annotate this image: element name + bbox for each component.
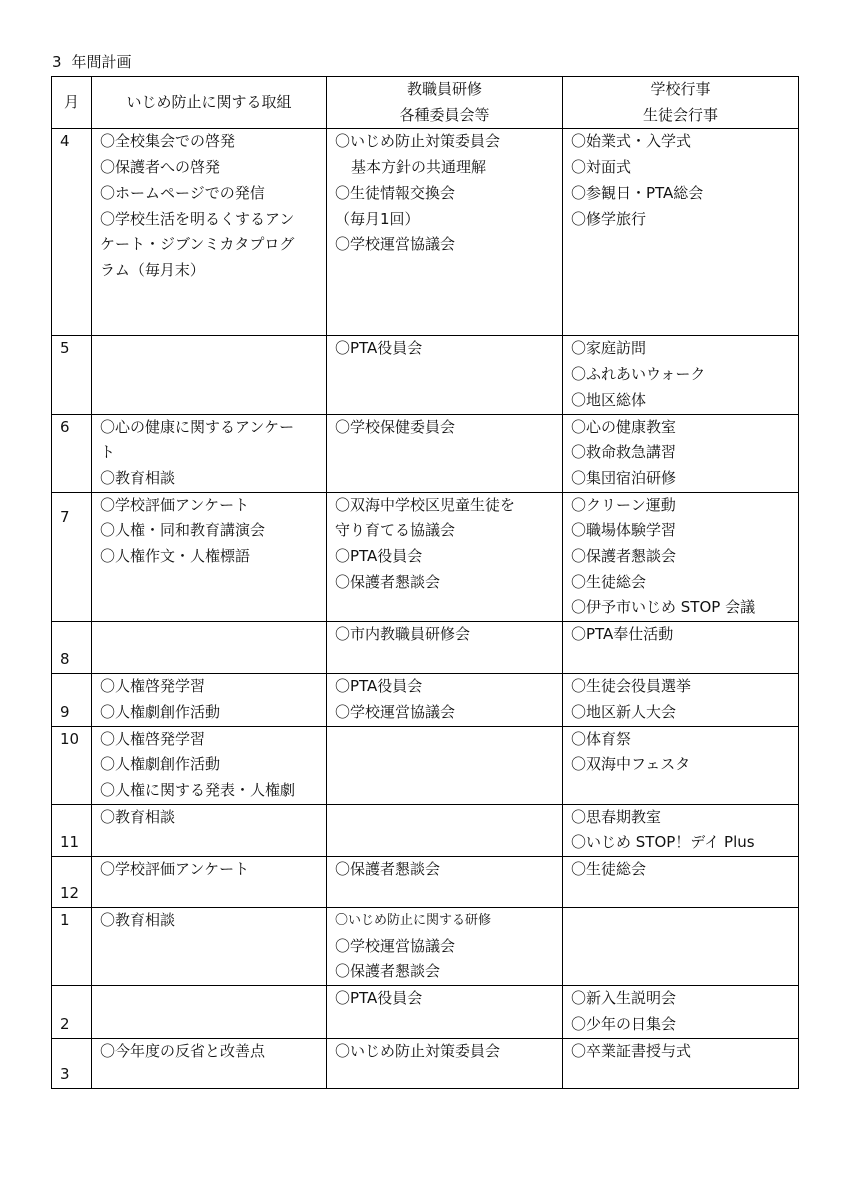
events-item: 〇体育祭	[571, 729, 632, 748]
events-cell	[563, 336, 799, 414]
events-item: 〇思春期教室	[571, 807, 662, 826]
events-item: 〇参観日・PTA総会	[571, 183, 704, 202]
bullying-item: 〇人権劇創作活動	[100, 702, 221, 721]
bullying-item: 〇人権啓発学習	[100, 677, 206, 696]
events-item: 〇始業式・入学式	[571, 132, 692, 151]
month-cell: 3	[52, 1038, 92, 1088]
events-item: 〇修学旅行	[571, 209, 647, 228]
events-item: 〇卒業証書授与式	[571, 1041, 692, 1060]
table-row	[52, 857, 799, 908]
staff-item: 〇生徒情報交換会	[335, 183, 456, 202]
events-item: 〇少年の日集会	[571, 1014, 677, 1033]
staff-item: 〇保護者懇談会	[335, 572, 441, 591]
events-item: 〇生徒総会	[571, 572, 647, 591]
bullying-item: ケート・ジブンミカタプログ	[100, 235, 295, 254]
month-cell: 1	[52, 908, 92, 986]
events-item: 〇家庭訪問	[571, 339, 647, 358]
header-bullying-prevention: いじめ防止に関する取組	[92, 77, 327, 129]
staff-item: 〇PTA役員会	[335, 677, 423, 696]
staff-item: 〇いじめ防止対策委員会	[335, 132, 501, 151]
bullying-cell	[92, 492, 327, 622]
staff-cell	[327, 492, 563, 622]
staff-cell	[327, 129, 563, 336]
staff-item: 〇双海中学校区児童生徒を	[335, 495, 516, 514]
events-item: 〇地区新人大会	[571, 702, 677, 721]
section-number: 3	[52, 53, 62, 71]
table-row	[52, 804, 799, 856]
events-item: 〇いじめ STOP！デイ Plus	[571, 833, 755, 852]
events-cell	[563, 129, 799, 336]
staff-cell	[327, 857, 563, 908]
bullying-item: 〇今年度の反省と改善点	[100, 1041, 266, 1060]
events-cell	[563, 622, 799, 674]
events-cell	[563, 986, 799, 1038]
events-item: 〇新入生説明会	[571, 989, 677, 1008]
staff-item: 〇PTA役員会	[335, 547, 423, 566]
bullying-cell	[92, 1038, 327, 1088]
bullying-item: 〇保護者への啓発	[100, 158, 221, 177]
events-item: 〇救命救急講習	[571, 443, 677, 462]
bullying-item: 〇人権・同和教育講演会	[100, 521, 266, 540]
staff-item: 〇PTA役員会	[335, 339, 423, 358]
events-item: 〇クリーン運動	[571, 495, 676, 514]
staff-cell	[327, 804, 563, 856]
staff-item: 〇学校運営協議会	[335, 235, 456, 254]
events-cell	[563, 492, 799, 622]
table-body	[52, 129, 799, 1088]
staff-item: 基本方針の共通理解	[351, 158, 487, 177]
events-cell	[563, 726, 799, 804]
bullying-cell	[92, 622, 327, 674]
header-events-line2: 生徒会行事	[642, 105, 718, 124]
header-events-line1: 学校行事	[650, 80, 711, 98]
bullying-item: 〇学校評価アンケート	[100, 860, 250, 879]
events-cell	[563, 857, 799, 908]
month-cell: 4	[52, 129, 92, 336]
staff-cell	[327, 908, 563, 986]
table-row	[52, 622, 799, 674]
bullying-item: 〇ホームページでの発信	[100, 183, 265, 202]
bullying-item: 〇教育相談	[100, 911, 176, 930]
staff-cell	[327, 1038, 563, 1088]
month-cell: 10	[52, 726, 92, 804]
header-staff-line1: 教職員研修	[406, 80, 482, 98]
bullying-item: ラム（毎月末）	[100, 260, 205, 279]
table-row	[52, 492, 799, 622]
bullying-cell	[92, 986, 327, 1038]
month-cell: 2	[52, 986, 92, 1038]
staff-cell	[327, 414, 563, 492]
table-row	[52, 414, 799, 492]
events-item: 〇生徒総会	[571, 860, 647, 879]
events-item: 〇心の健康教室	[571, 417, 677, 436]
staff-item: 〇学校運営協議会	[335, 936, 456, 955]
staff-item: 〇いじめ防止対策委員会	[335, 1041, 501, 1060]
table-header-row	[52, 77, 799, 129]
staff-item: 〇学校保健委員会	[335, 417, 456, 436]
month-cell: 8	[52, 622, 92, 674]
staff-item: 〇いじめ防止に関する研修	[335, 913, 492, 929]
events-item: 〇PTA奉仕活動	[571, 625, 674, 644]
events-cell	[563, 414, 799, 492]
table-row	[52, 1038, 799, 1088]
header-staff-training	[327, 77, 563, 129]
staff-item: 〇学校運営協議会	[335, 702, 456, 721]
header-school-events	[563, 77, 799, 129]
month-cell: 12	[52, 857, 92, 908]
table-row	[52, 336, 799, 414]
events-item: 〇ふれあいウォーク	[571, 365, 706, 384]
bullying-item: 〇人権作文・人権標語	[100, 547, 251, 566]
month-cell: 5	[52, 336, 92, 414]
staff-item: 〇保護者懇談会	[335, 962, 441, 981]
events-cell	[563, 804, 799, 856]
events-item: 〇対面式	[571, 158, 632, 177]
table-row	[52, 726, 799, 804]
section-heading	[52, 52, 132, 72]
staff-cell	[327, 674, 563, 726]
events-item: 〇集団宿泊研修	[571, 468, 677, 487]
events-item: 〇伊予市いじめ STOP 会議	[571, 598, 756, 617]
month-cell: 9	[52, 674, 92, 726]
bullying-item: 〇全校集会での啓発	[100, 132, 236, 151]
table-row	[52, 129, 799, 336]
header-month: 月	[52, 77, 92, 129]
bullying-item: 〇教育相談	[100, 468, 176, 487]
staff-item: 〇保護者懇談会	[335, 860, 441, 879]
events-cell	[563, 674, 799, 726]
bullying-cell	[92, 129, 327, 336]
bullying-cell	[92, 804, 327, 856]
bullying-item: 〇教育相談	[100, 807, 176, 826]
month-cell: 11	[52, 804, 92, 856]
staff-item: 守り育てる協議会	[335, 521, 456, 540]
bullying-item: 〇学校評価アンケート	[100, 495, 250, 514]
table-row	[52, 908, 799, 986]
section-title: 年間計画	[71, 53, 132, 71]
table-row	[52, 986, 799, 1038]
staff-cell	[327, 622, 563, 674]
staff-cell	[327, 726, 563, 804]
bullying-item: 〇人権啓発学習	[100, 729, 206, 748]
table-row	[52, 674, 799, 726]
events-cell	[563, 1038, 799, 1088]
month-cell: 7	[52, 492, 92, 622]
annual-plan-table	[51, 76, 799, 1089]
staff-item: 〇PTA役員会	[335, 989, 423, 1008]
bullying-item: 〇人権劇創作活動	[100, 755, 221, 774]
month-cell: 6	[52, 414, 92, 492]
bullying-cell	[92, 908, 327, 986]
events-cell	[563, 908, 799, 986]
staff-cell	[327, 336, 563, 414]
events-item: 〇地区総体	[571, 390, 647, 409]
events-item: 〇双海中フェスタ	[571, 755, 691, 774]
bullying-item: ト	[100, 443, 116, 462]
events-item: 〇生徒会役員選挙	[571, 677, 692, 696]
header-staff-line2: 各種委員会等	[399, 105, 490, 124]
bullying-item: 〇人権に関する発表・人権劇	[100, 780, 296, 799]
bullying-cell	[92, 414, 327, 492]
events-item: 〇職場体験学習	[571, 521, 677, 540]
bullying-cell	[92, 674, 327, 726]
bullying-cell	[92, 336, 327, 414]
staff-item: 〇市内教職員研修会	[335, 625, 471, 644]
bullying-cell	[92, 726, 327, 804]
staff-cell	[327, 986, 563, 1038]
staff-item: （毎月1回）	[335, 209, 420, 228]
bullying-item: 〇学校生活を明るくするアン	[100, 209, 295, 228]
bullying-item: 〇心の健康に関するアンケー	[100, 417, 295, 436]
bullying-cell	[92, 857, 327, 908]
events-item: 〇保護者懇談会	[571, 547, 677, 566]
